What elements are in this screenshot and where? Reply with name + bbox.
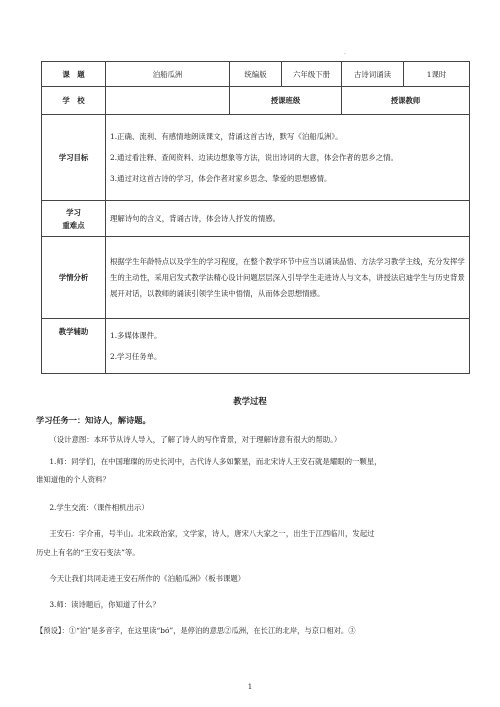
class-hours: 1课时 [404, 62, 470, 87]
school-value [106, 87, 230, 115]
goal-item: 2.通过看注释、查阅资料、边读边想象等方法，说出诗词的大意，体会作者的思乡之情。 [110, 153, 398, 162]
analysis-content: 根据学生年龄特点以及学生的学习程度，在整个教学环节中应当以诵读品悟、方法学习教学主线，充分发挥学生的主动性，采用启发式教学法精心设计问题层层深入引导学生走进诗人与文本，讲授法启迪学生与历史背景展开对话，以教师的诵读引领学生读中悟情，从而体会思想情感。 [106, 237, 470, 319]
key-points-label [42, 201, 106, 237]
header-mark: · [344, 51, 346, 58]
key-points-content: 理解诗句的含义，背诵古诗，体会诗人抒发的情感。 [106, 201, 470, 237]
aids-label: 教学辅助 [42, 319, 106, 374]
lesson-title: 泊船瓜洲 [106, 62, 230, 87]
goal-item: 3.通过对这首古诗的学习，体会作者对家乡思念、挚爱的思想感情。 [110, 174, 332, 183]
lesson-plan-table [41, 61, 470, 374]
edition: 统编版 [230, 62, 282, 87]
paragraph: 历史上有名的“王安石变法”等。 [36, 548, 140, 557]
teacher-label: 授课教师 [342, 87, 470, 115]
table-row [42, 319, 470, 374]
aid-item: 1.多媒体课件。 [110, 331, 162, 340]
paragraph: 谁知道他的个人资料？ [36, 475, 110, 484]
paragraph: 3.师：读诗题后，你知道了什么？ [49, 600, 160, 609]
topic-label: 课 题 [42, 62, 106, 87]
goals-label: 学习目标 [42, 115, 106, 201]
page-number: 1 [247, 683, 253, 691]
analysis-label: 学情分析 [42, 237, 106, 319]
key-label-line1: 学习 [66, 207, 81, 217]
paragraph: 今天让我们共同走进王安石所作的《泊船瓜洲》（板书课题） [49, 574, 246, 583]
aid-item: 2.学习任务单。 [110, 352, 162, 361]
key-label-line2: 重难点 [62, 220, 85, 230]
table-row [42, 62, 470, 87]
paragraph: 2.学生交流：（课件相机出示） [49, 503, 149, 512]
paragraph: 1.师：同学们，在中国璀璨的历史长河中，古代诗人多如繁星，而北宋诗人王安石就是耀眼的一颗星， [49, 457, 382, 466]
class-label: 授课班级 [230, 87, 342, 115]
process-title: 教学过程 [233, 396, 267, 406]
grade: 六年级下册 [282, 62, 342, 87]
paragraph: 王安石：字介甫，号半山。北宋政治家，文学家，诗人，唐宋八大家之一，出生于江西临川，发起过 [49, 529, 375, 538]
goals-content [106, 115, 470, 201]
table-row [42, 87, 470, 115]
task-heading: 学习任务一：知诗人，解诗题。 [36, 415, 151, 425]
school-label: 学 校 [42, 87, 106, 115]
table-row [42, 201, 470, 237]
aids-content [106, 319, 470, 374]
lesson-type: 古诗词诵读 [342, 62, 404, 87]
design-intent: （设计意图：本环节从诗人导入，了解了诗人的写作背景，对于理解诗意有很大的帮助。） [49, 435, 342, 444]
paragraph: 【预设】：①“泊”是多音字，在这里读“bó”，是停泊的意思②瓜洲，在长江的北岸，与京口相对。③ [36, 626, 356, 635]
table-row [42, 237, 470, 319]
table-row [42, 115, 470, 201]
goal-item: 1.正确、流利、有感情地朗读课文，背诵这首古诗，默写《泊船瓜洲》。 [110, 132, 343, 141]
